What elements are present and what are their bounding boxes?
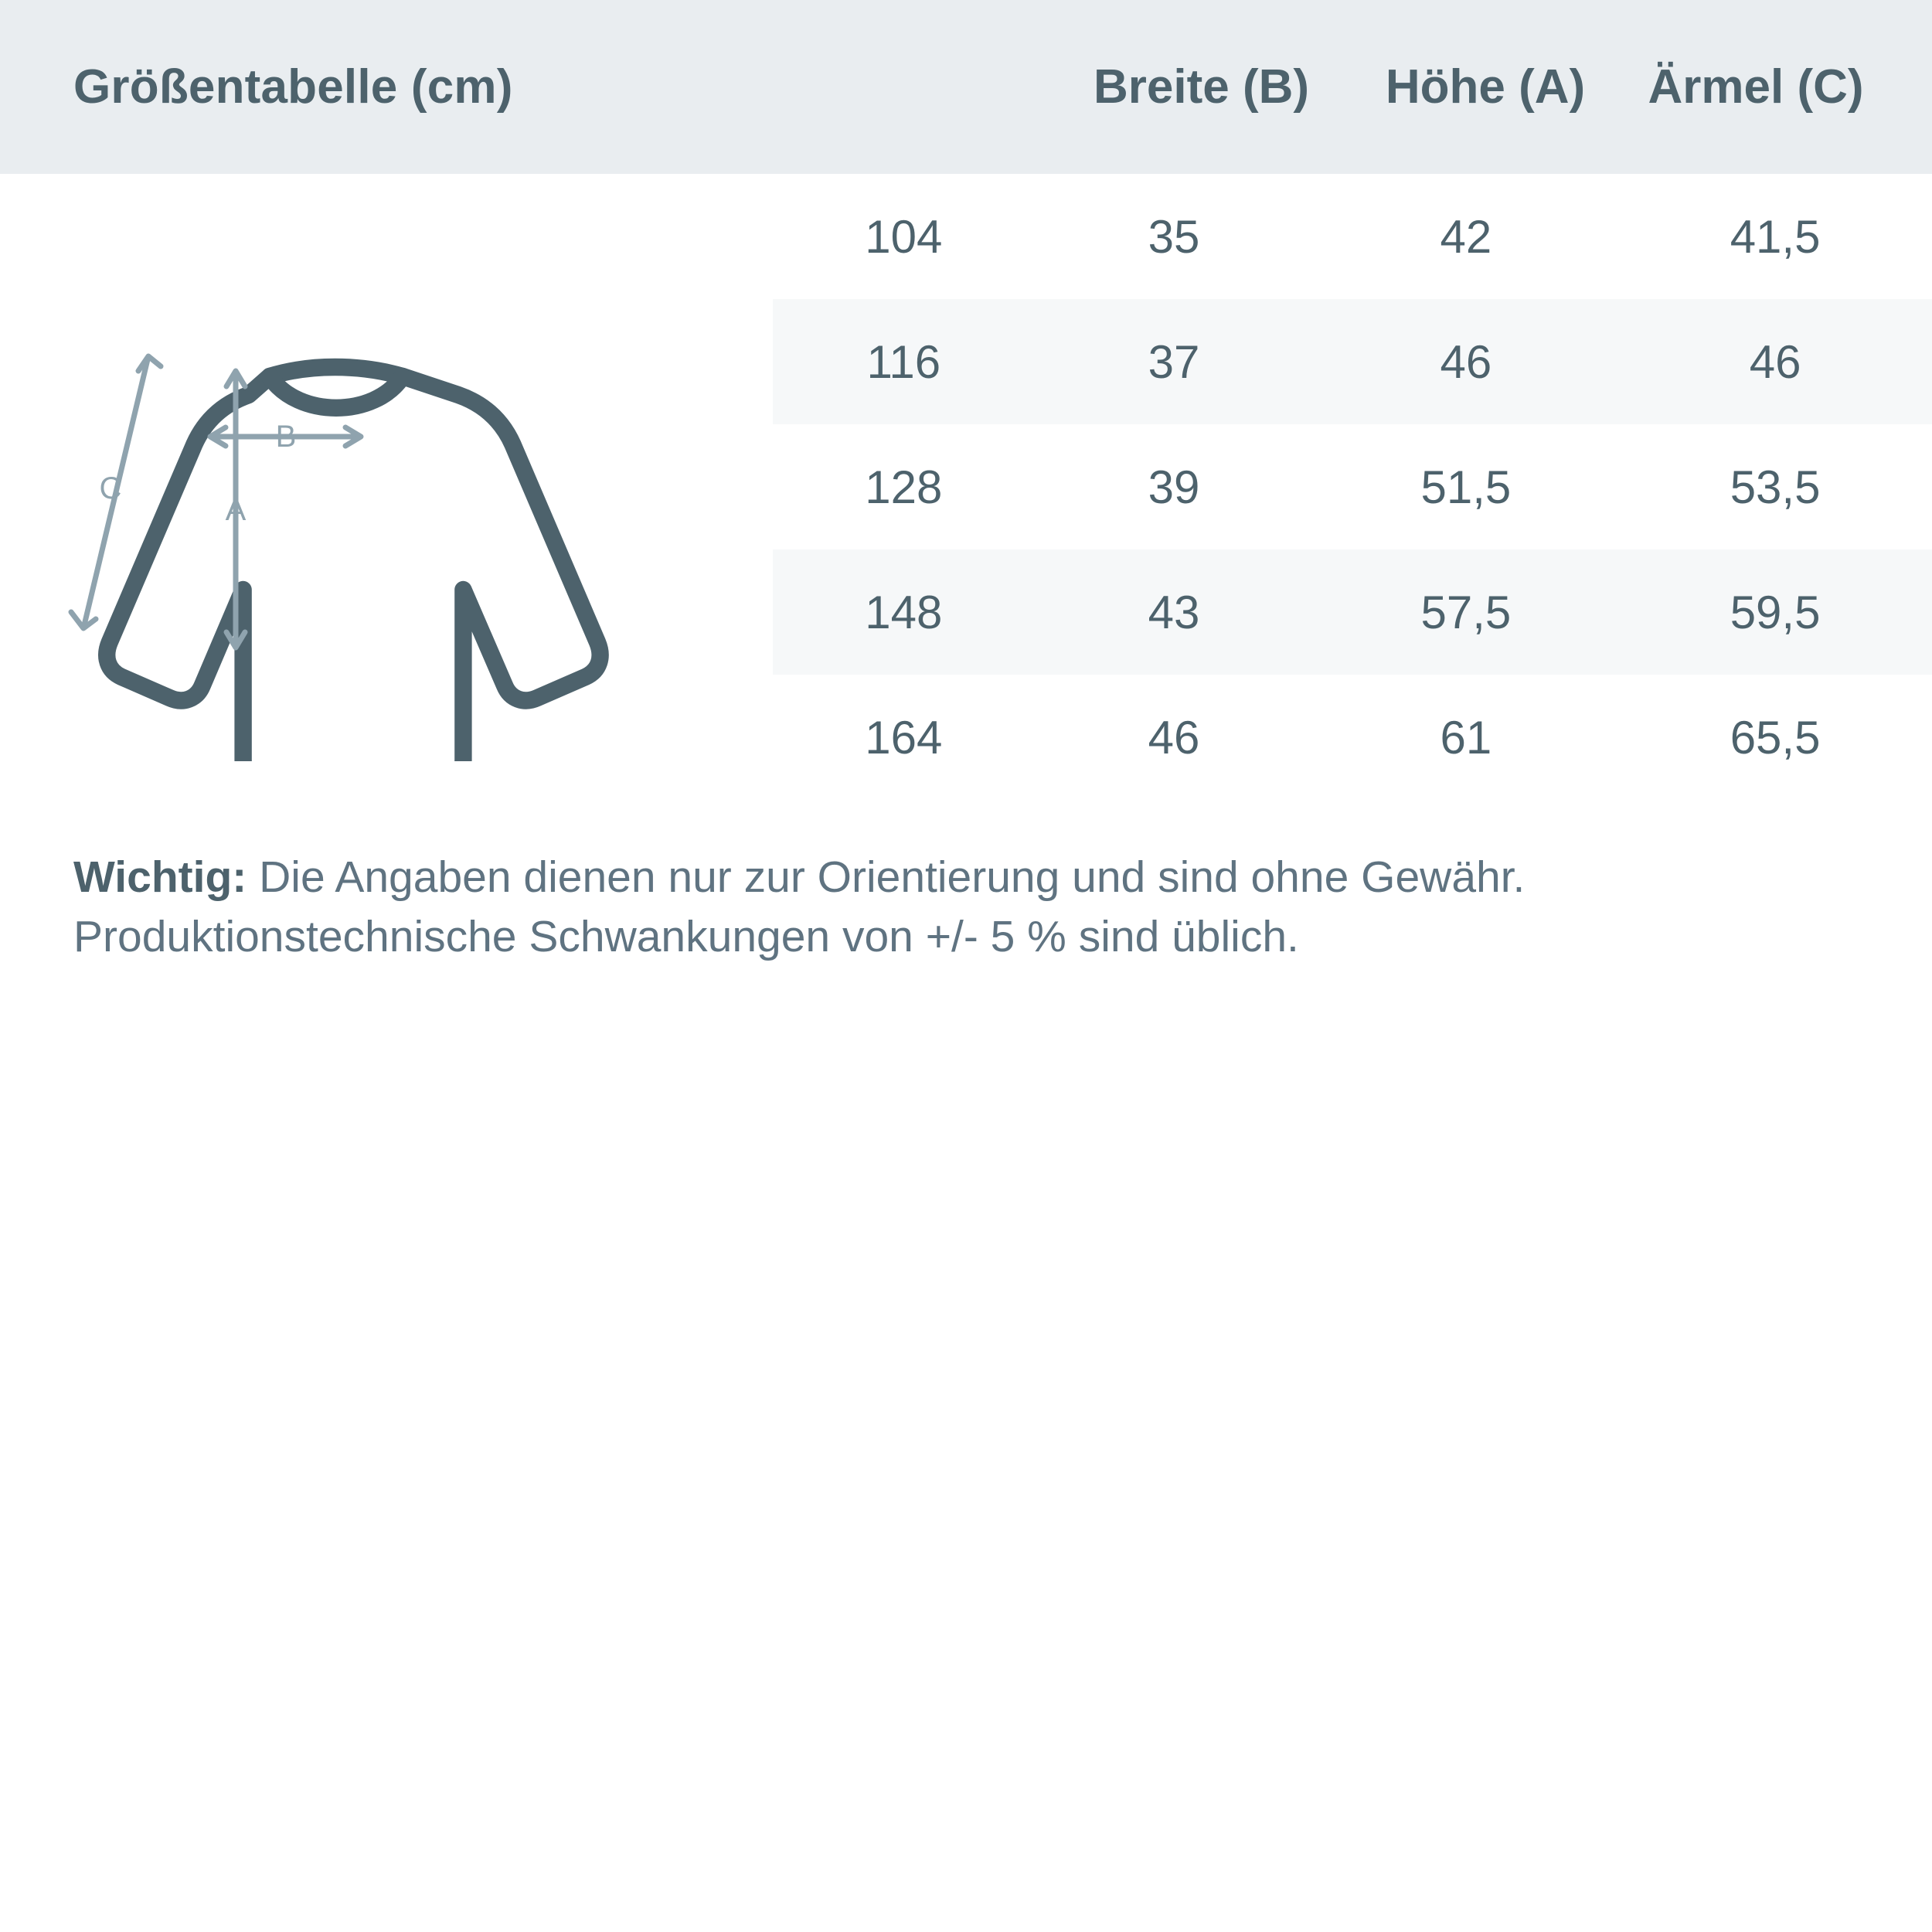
- width-dimension-label: B: [275, 420, 297, 454]
- table-row: [773, 299, 1932, 424]
- page-title: Größentabelle (cm): [73, 60, 513, 114]
- size-table: [773, 174, 1932, 800]
- cell-aermel: 59,5: [1730, 586, 1821, 638]
- cell-aermel: 65,5: [1730, 711, 1821, 764]
- cell-hoehe: 46: [1440, 335, 1492, 388]
- size-chart-body: [0, 174, 1932, 800]
- longsleeve-shirt-icon: [31, 205, 742, 761]
- cell-breite: 43: [1148, 586, 1200, 638]
- table-row: [773, 549, 1932, 675]
- cell-size: 128: [865, 461, 943, 513]
- cell-breite: 39: [1148, 461, 1200, 513]
- column-header-aermel: Ärmel (C): [1648, 60, 1864, 114]
- shirt-body-path: [107, 367, 600, 761]
- shirt-neckline-path: [270, 376, 403, 408]
- header-column-labels: [1049, 60, 1932, 114]
- table-row: [773, 675, 1932, 800]
- size-chart-header: [0, 0, 1932, 174]
- cell-size: 148: [865, 586, 943, 638]
- cell-size: 164: [865, 711, 943, 764]
- height-dimension-label: A: [225, 493, 247, 527]
- size-table-area: [773, 174, 1932, 800]
- disclaimer-note: [0, 800, 1932, 967]
- cell-breite: 37: [1148, 335, 1200, 388]
- column-header-hoehe: Höhe (A): [1385, 60, 1586, 114]
- table-row: [773, 424, 1932, 549]
- garment-illustration: [0, 174, 773, 761]
- cell-hoehe: 57,5: [1420, 586, 1512, 638]
- cell-breite: 35: [1148, 210, 1200, 263]
- cell-aermel: 41,5: [1730, 210, 1821, 263]
- cell-aermel: 46: [1749, 335, 1801, 388]
- disclaimer-label: Wichtig:: [73, 852, 247, 902]
- column-header-breite: Breite (B): [1093, 60, 1310, 114]
- cell-hoehe: 42: [1440, 210, 1492, 263]
- cell-aermel: 53,5: [1730, 461, 1821, 513]
- cell-hoehe: 51,5: [1420, 461, 1512, 513]
- disclaimer-text: Die Angaben dienen nur zur Orientierung und sind ohne Gewähr. Produktionstechnische Schwankungen von +/- 5 % sind üblich.: [73, 852, 1526, 961]
- cell-hoehe: 61: [1440, 711, 1492, 764]
- table-row: [773, 174, 1932, 299]
- sleeve-dimension-label: C: [99, 471, 122, 505]
- cell-size: 104: [865, 210, 943, 263]
- cell-size: 116: [866, 335, 941, 388]
- cell-breite: 46: [1148, 711, 1200, 764]
